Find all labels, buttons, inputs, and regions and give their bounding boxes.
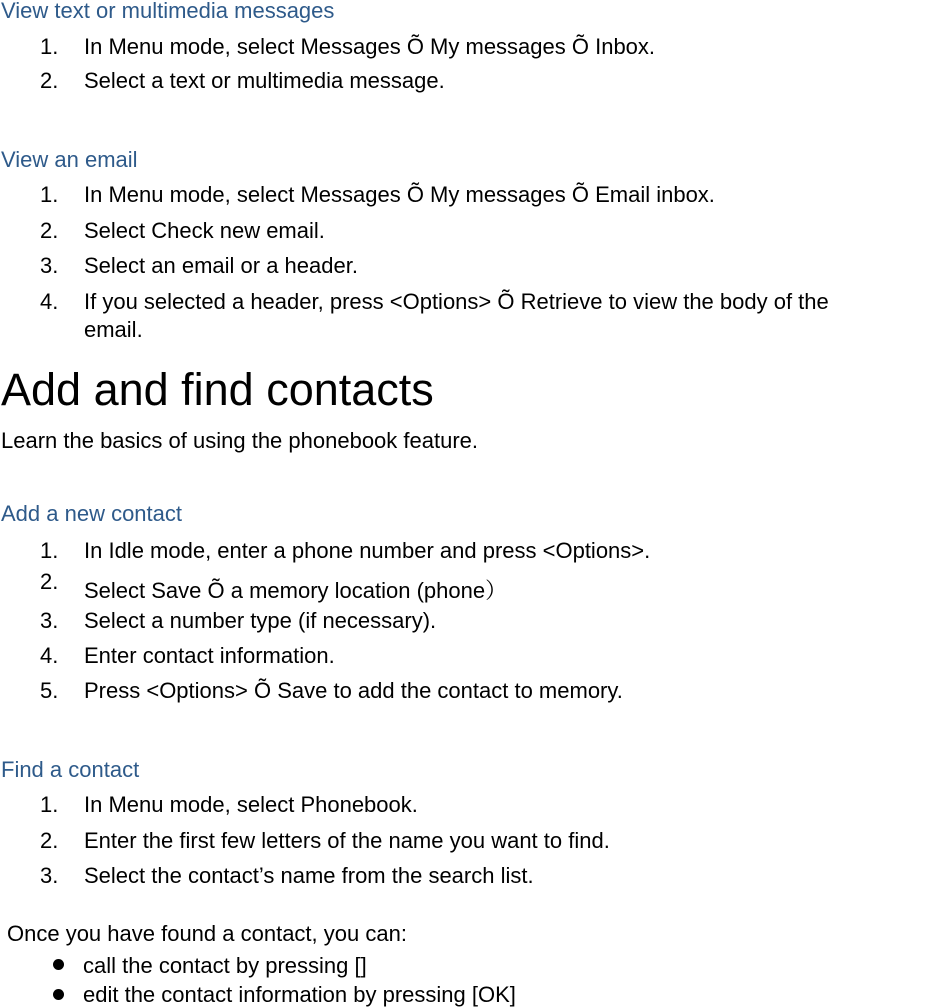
section-heading-find-contact: Find a contact bbox=[1, 757, 140, 782]
section-heading-add-contact: Add a new contact bbox=[1, 501, 183, 526]
step-text: In Idle mode, enter a phone number and press <Options>. bbox=[84, 538, 651, 563]
step-text: Select the contact’s name from the search list. bbox=[84, 863, 534, 888]
step-text: Select a number type (if necessary). bbox=[84, 608, 437, 633]
step-text: If you selected a header, press <Options> Õ Retrieve to view the body of the bbox=[84, 289, 829, 314]
step-number: 4. bbox=[40, 643, 59, 668]
bullet-icon bbox=[53, 989, 64, 1000]
step-number: 2. bbox=[40, 569, 59, 594]
bullet-text: call the contact by pressing [] bbox=[83, 953, 367, 978]
step-text: In Menu mode, select Messages Õ My messages Õ Email inbox. bbox=[84, 182, 715, 207]
once-found-text: Once you have found a contact, you can: bbox=[7, 921, 407, 946]
step-number: 3. bbox=[40, 608, 59, 633]
step-text: Select an email or a header. bbox=[84, 253, 358, 278]
section-heading-view-email: View an email bbox=[1, 147, 138, 172]
step-text: Select Check new email. bbox=[84, 218, 325, 243]
page-title: Add and find contacts bbox=[1, 364, 434, 415]
step-number: 2. bbox=[40, 218, 59, 243]
step-number: 1. bbox=[40, 792, 59, 817]
step-text: Select Save Õ a memory location (phone） bbox=[84, 578, 508, 603]
step-number: 1. bbox=[40, 538, 59, 563]
step-number: 3. bbox=[40, 253, 59, 278]
step-number: 4. bbox=[40, 289, 59, 314]
bullet-text: edit the contact information by pressing [OK] bbox=[83, 982, 516, 1007]
step-text: Press <Options> Õ Save to add the contact to memory. bbox=[84, 678, 623, 703]
step-text: In Menu mode, select Phonebook. bbox=[84, 792, 418, 817]
step-number: 1. bbox=[40, 34, 59, 59]
step-text: In Menu mode, select Messages Õ My messages Õ Inbox. bbox=[84, 34, 656, 59]
step-number: 2. bbox=[40, 68, 59, 93]
step-text: Enter the first few letters of the name you want to find. bbox=[84, 828, 610, 853]
step-text-continuation: email. bbox=[84, 317, 143, 342]
step-text: Enter contact information. bbox=[84, 643, 335, 668]
step-text: Select a text or multimedia message. bbox=[84, 68, 445, 93]
step-number: 3. bbox=[40, 863, 59, 888]
step-number: 1. bbox=[40, 182, 59, 207]
step-number: 5. bbox=[40, 678, 59, 703]
intro-text: Learn the basics of using the phonebook feature. bbox=[1, 428, 479, 453]
section-heading-view-text: View text or multimedia messages bbox=[1, 0, 335, 23]
bullet-icon bbox=[53, 959, 64, 970]
step-number: 2. bbox=[40, 828, 59, 853]
